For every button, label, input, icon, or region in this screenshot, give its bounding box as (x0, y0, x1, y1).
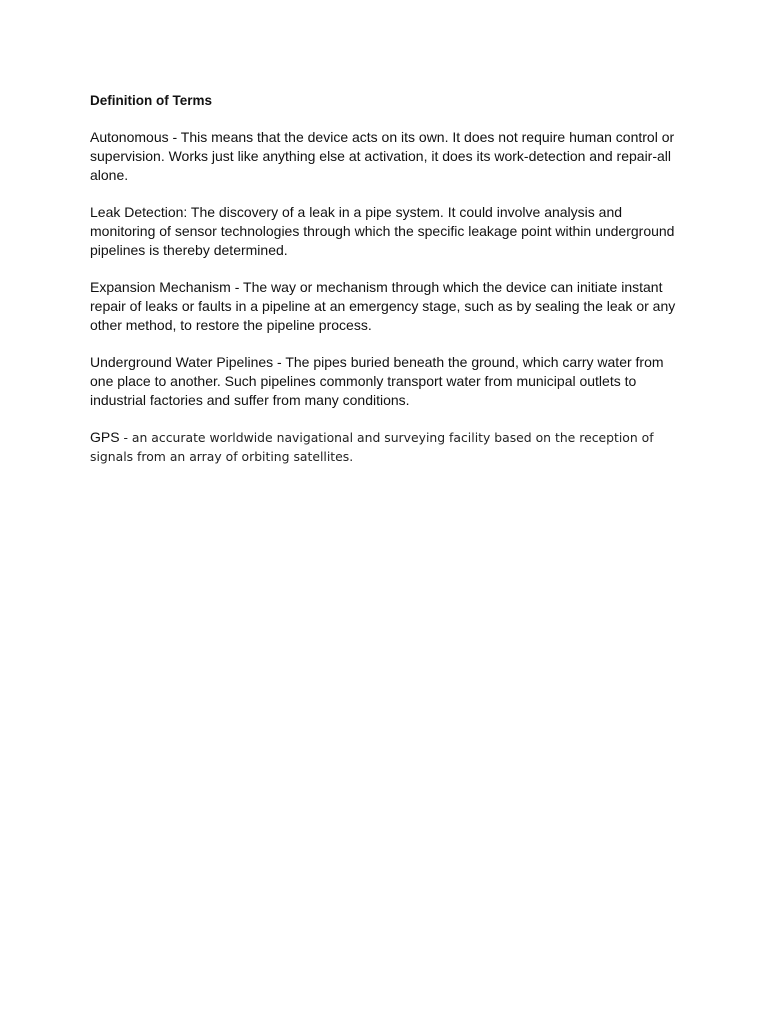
gps-term: GPS (90, 429, 120, 445)
document-body (90, 91, 680, 484)
definition-autonomous: Autonomous - This means that the device acts on its own. It does not require human control or supervision. Works just like anything else at activation, it does its work-detection and repair-all alone. (90, 129, 675, 183)
definition-underground-water-pipelines: Underground Water Pipelines - The pipes buried beneath the ground, which carry water from one place to another. Such pipelines commonly transport water from municipal outlets to industrial factories and suffer from many conditions. (90, 354, 664, 408)
definition-leak-detection: Leak Detection: The discovery of a leak in a pipe system. It could involve analysis and monitoring of sensor technologies through which the specific leakage point within underground pipelines is thereby determined. (90, 204, 675, 258)
section-heading: Definition of Terms (90, 93, 213, 108)
definition-expansion-mechanism: Expansion Mechanism - The way or mechanism through which the device can initiate instant repair of leaks or faults in a pipeline at an emergency stage, such as by sealing the leak or any other method, to restore the pipeline process. (90, 279, 676, 333)
gps-definition: - an accurate worldwide navigational and surveying facility based on the reception of signals from an array of orbiting satellites. (90, 430, 654, 464)
definition-gps (90, 428, 680, 466)
